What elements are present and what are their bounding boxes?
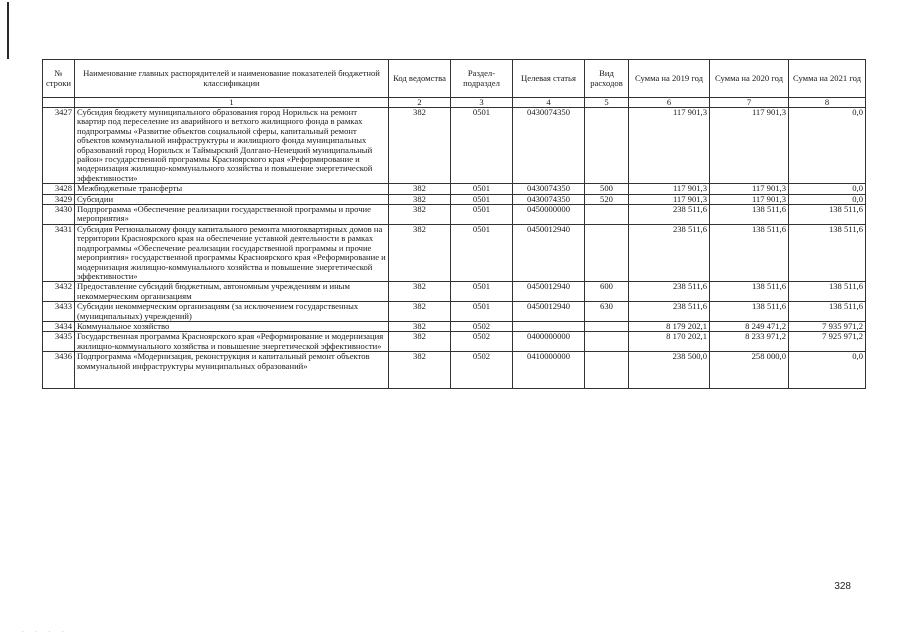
row-name: Межбюджетные трансферты — [75, 184, 389, 194]
row-name: Субсидии — [75, 194, 389, 204]
row-dept-code: 382 — [389, 321, 451, 331]
row-number: 3428 — [43, 184, 75, 194]
header-dept-code: Код ведомства — [389, 60, 451, 98]
row-target — [513, 321, 585, 331]
table-row — [43, 352, 866, 389]
row-number: 3434 — [43, 321, 75, 331]
header-target: Целевая статья — [513, 60, 585, 98]
row-exp-type: 630 — [585, 302, 629, 322]
row-target: 0400000000 — [513, 332, 585, 352]
column-number: 4 — [513, 98, 585, 108]
row-target: 0450012940 — [513, 302, 585, 322]
row-section: 0501 — [451, 108, 513, 184]
table-row — [43, 108, 866, 184]
row-section: 0501 — [451, 184, 513, 194]
row-sum-2020: 138 511,6 — [710, 224, 789, 281]
row-sum-2019: 238 500,0 — [629, 352, 710, 389]
row-sum-2019: 238 511,6 — [629, 302, 710, 322]
row-target: 0430074350 — [513, 194, 585, 204]
row-number: 3433 — [43, 302, 75, 322]
table-row — [43, 332, 866, 352]
row-exp-type: 520 — [585, 194, 629, 204]
row-exp-type — [585, 332, 629, 352]
row-number: 3429 — [43, 194, 75, 204]
row-sum-2021: 138 511,6 — [789, 302, 866, 322]
binding-line — [7, 2, 9, 59]
row-number: 3427 — [43, 108, 75, 184]
column-number: 3 — [451, 98, 513, 108]
row-dept-code: 382 — [389, 184, 451, 194]
row-sum-2019: 8 179 202,1 — [629, 321, 710, 331]
row-section: 0502 — [451, 321, 513, 331]
row-sum-2021: 0,0 — [789, 352, 866, 389]
column-number: 6 — [629, 98, 710, 108]
row-sum-2020: 117 901,3 — [710, 108, 789, 184]
row-target: 0430074350 — [513, 184, 585, 194]
row-sum-2021: 138 511,6 — [789, 205, 866, 225]
header-row-no: № строки — [43, 60, 75, 98]
row-sum-2019: 8 170 202,1 — [629, 332, 710, 352]
table-row — [43, 205, 866, 225]
row-dept-code: 382 — [389, 332, 451, 352]
row-name: Коммунальное хозяйство — [75, 321, 389, 331]
row-number: 3430 — [43, 205, 75, 225]
table-row — [43, 224, 866, 281]
row-number: 3436 — [43, 352, 75, 389]
header-name: Наименование главных распорядителей и наименование показателей бюджетной классификации — [75, 60, 389, 98]
row-dept-code: 382 — [389, 224, 451, 281]
column-number — [43, 98, 75, 108]
row-sum-2020: 8 233 971,2 — [710, 332, 789, 352]
row-section: 0501 — [451, 205, 513, 225]
row-target: 0450000000 — [513, 205, 585, 225]
row-section: 0501 — [451, 194, 513, 204]
row-number: 3432 — [43, 282, 75, 302]
row-sum-2019: 117 901,3 — [629, 108, 710, 184]
table-row — [43, 282, 866, 302]
row-sum-2020: 138 511,6 — [710, 282, 789, 302]
column-number: 2 — [389, 98, 451, 108]
row-name: Субсидии некоммерческим организациям (за исключением государственных (муниципальных) учреждений) — [75, 302, 389, 322]
row-sum-2020: 138 511,6 — [710, 302, 789, 322]
header-sum-2020: Сумма на 2020 год — [710, 60, 789, 98]
row-sum-2021: 0,0 — [789, 184, 866, 194]
row-target: 0430074350 — [513, 108, 585, 184]
header-sum-2021: Сумма на 2021 год — [789, 60, 866, 98]
column-number: 1 — [75, 98, 389, 108]
row-dept-code: 382 — [389, 108, 451, 184]
row-name: Государственная программа Красноярского края «Реформирование и модернизация жилищно-коммунального хозяйства и повышение энергетической эффективности» — [75, 332, 389, 352]
row-sum-2019: 238 511,6 — [629, 282, 710, 302]
row-sum-2020: 117 901,3 — [710, 184, 789, 194]
row-sum-2021: 0,0 — [789, 108, 866, 184]
row-dept-code: 382 — [389, 352, 451, 389]
row-section: 0501 — [451, 224, 513, 281]
row-exp-type: 600 — [585, 282, 629, 302]
budget-table — [42, 59, 866, 389]
row-sum-2021: 7 925 971,2 — [789, 332, 866, 352]
row-exp-type: 500 — [585, 184, 629, 194]
row-section: 0501 — [451, 282, 513, 302]
table-row — [43, 184, 866, 194]
row-target: 0450012940 — [513, 224, 585, 281]
row-sum-2020: 117 901,3 — [710, 194, 789, 204]
row-name: Предоставление субсидий бюджетным, автономным учреждениям и иным некоммерческим организациям — [75, 282, 389, 302]
row-dept-code: 382 — [389, 194, 451, 204]
row-number: 3435 — [43, 332, 75, 352]
column-number: 8 — [789, 98, 866, 108]
row-name: Подпрограмма «Обеспечение реализации государственной программы и прочие мероприятия» — [75, 205, 389, 225]
row-exp-type — [585, 205, 629, 225]
row-sum-2021: 138 511,6 — [789, 282, 866, 302]
scan-marks: . . . . — [22, 628, 69, 634]
row-sum-2019: 117 901,3 — [629, 184, 710, 194]
row-sum-2019: 238 511,6 — [629, 205, 710, 225]
row-sum-2019: 238 511,6 — [629, 224, 710, 281]
row-number: 3431 — [43, 224, 75, 281]
row-sum-2021: 7 935 971,2 — [789, 321, 866, 331]
row-target: 0450012940 — [513, 282, 585, 302]
row-dept-code: 382 — [389, 282, 451, 302]
row-section: 0502 — [451, 352, 513, 389]
row-target: 0410000000 — [513, 352, 585, 389]
page-number: 328 — [834, 581, 851, 592]
row-name: Субсидия бюджету муниципального образования город Норильск на ремонт квартир под переселение из аварийного и ветхого жилищного фонда в рамках подпрограммы «Развитие объектов социальной сферы, капитальный ремонт объектов коммунальной инфраструктуры и жилищного фонда муниципальных образований город Норильск и Таймырский Долгано-Ненецкий муниципальный район» государственной программы Красноярского края «Реформирование и модернизация жилищно-коммунального хозяйства и повышение энергетической эффективности» — [75, 108, 389, 184]
row-dept-code: 382 — [389, 205, 451, 225]
row-sum-2019: 117 901,3 — [629, 194, 710, 204]
row-name: Подпрограмма «Модернизация, реконструкция и капитальный ремонт объектов коммунальной инфраструктуры муниципальных образований» — [75, 352, 389, 389]
column-number-row — [43, 98, 866, 108]
row-exp-type — [585, 224, 629, 281]
row-name: Субсидия Региональному фонду капитального ремонта многоквартирных домов на территории Красноярского края на обеспечение уставной деятельности в рамках подпрограммы «Обеспечение реализации государственной программы и прочие мероприятия» государственной программы Красноярского края «Реформирование и модернизация жилищно-коммунального хозяйства и повышение энергетической эффективности» — [75, 224, 389, 281]
table-row — [43, 302, 866, 322]
row-dept-code: 382 — [389, 302, 451, 322]
row-sum-2020: 258 000,0 — [710, 352, 789, 389]
header-section: Раздел-подраздел — [451, 60, 513, 98]
row-section: 0502 — [451, 332, 513, 352]
column-number: 7 — [710, 98, 789, 108]
row-section: 0501 — [451, 302, 513, 322]
table-row — [43, 194, 866, 204]
row-exp-type — [585, 321, 629, 331]
table-row — [43, 321, 866, 331]
column-number: 5 — [585, 98, 629, 108]
header-exp-type: Вид расходов — [585, 60, 629, 98]
row-sum-2020: 8 249 471,2 — [710, 321, 789, 331]
table-header-row — [43, 60, 866, 98]
header-sum-2019: Сумма на 2019 год — [629, 60, 710, 98]
row-sum-2021: 138 511,6 — [789, 224, 866, 281]
row-exp-type — [585, 108, 629, 184]
row-sum-2021: 0,0 — [789, 194, 866, 204]
row-exp-type — [585, 352, 629, 389]
row-sum-2020: 138 511,6 — [710, 205, 789, 225]
